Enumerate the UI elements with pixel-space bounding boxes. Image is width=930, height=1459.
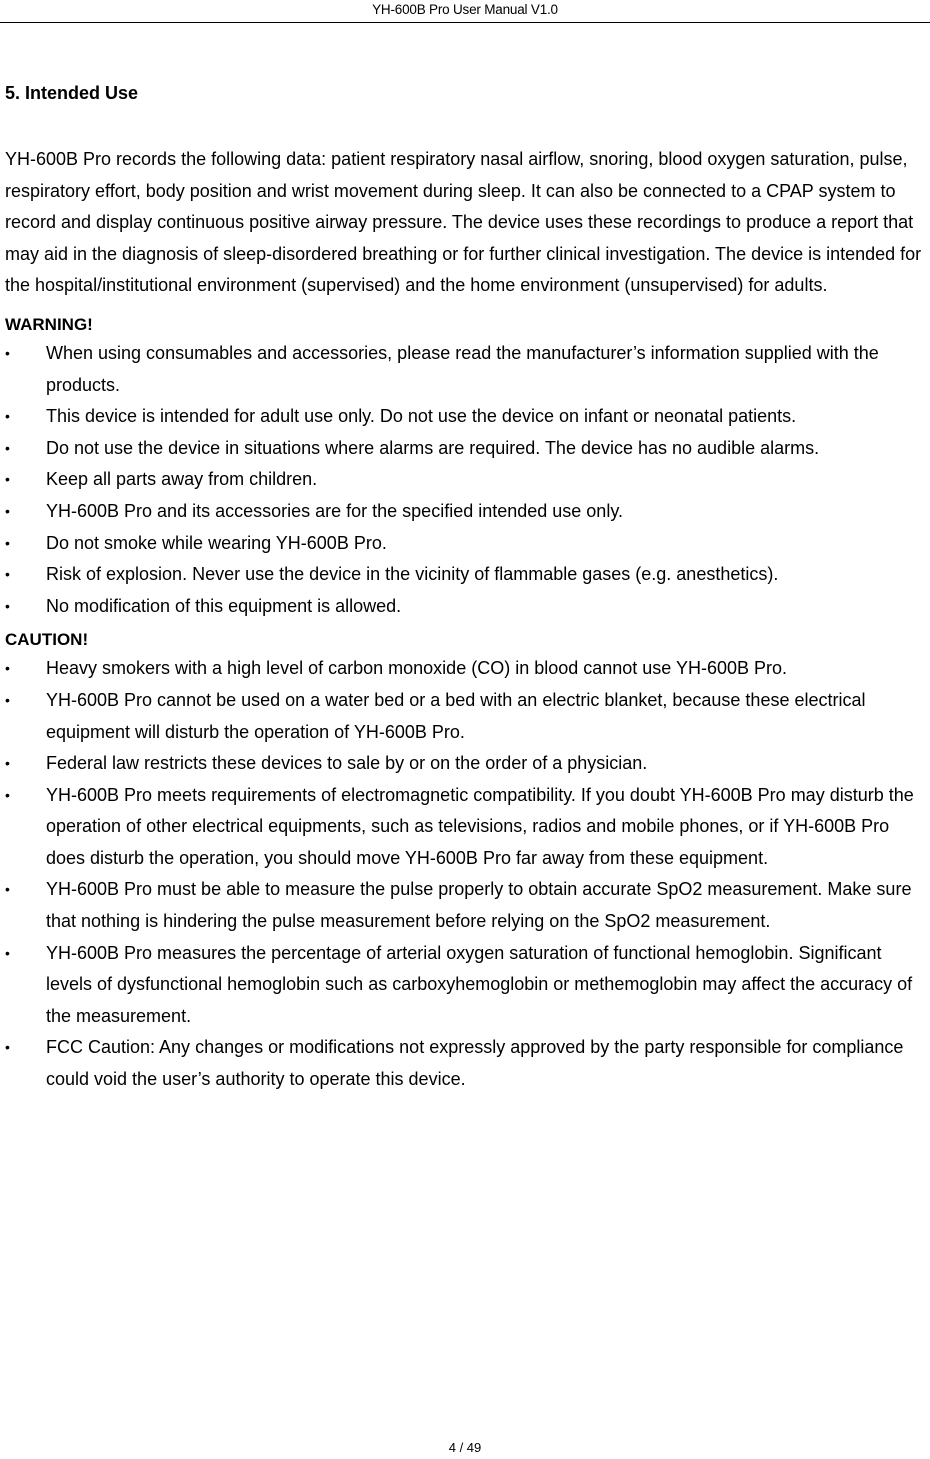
page-number: 4 / 49 [448,1440,482,1455]
bullet-icon: • [5,881,10,898]
bullet-icon: • [5,691,10,708]
bullet-icon: • [5,344,10,361]
list-item: • YH-600B Pro meets requirements of electromagnetic compatibility. If you doubt YH-600B Pro may disturb the operation of other electrical equipments, such as televisions, radios and mobile phones, or if YH-600B Pro does disturb the operation, you should move YH-600B Pro far away from these equipment. [5,780,928,875]
bullet-icon: • [5,660,10,677]
list-item: • Federal law restricts these devices to sale by or on the order of a physician. [5,748,928,780]
list-item: • YH-600B Pro and its accessories are for the specified intended use only. [5,496,928,528]
caution-list [5,653,928,1095]
bullet-icon: • [5,439,10,456]
intended-use-paragraph: YH-600B Pro records the following data: patient respiratory nasal airflow, snoring, blood oxygen saturation, pulse, respiratory effort, body position and wrist movement during sleep. It can also be connected to a CPAP system to record and display continuous positive airway pressure. The device uses these recordings to produce a report that may aid in the diagnosis of sleep-disordered breathing or for further clinical investigation. The device is intended for the hospital/institutional environment (supervised) and the home environment (unsupervised) for adults. [5,149,922,296]
page-content [5,78,928,1096]
bullet-icon: • [5,502,10,519]
list-item: • Risk of explosion. Never use the device in the vicinity of flammable gases (e.g. anesthetics). [5,559,928,591]
list-item: • YH-600B Pro cannot be used on a water bed or a bed with an electric blanket, because these electrical equipment will disturb the operation of YH-600B Pro. [5,685,928,748]
running-header [0,0,930,23]
bullet-icon: • [5,408,10,425]
list-item: • YH-600B Pro measures the percentage of arterial oxygen saturation of functional hemoglobin. Significant levels of dysfunctional hemoglobin such as carboxyhemoglobin or methemoglobin may affect the accuracy of the measurement. [5,938,928,1033]
bullet-icon: • [5,944,10,961]
bullet-icon: • [5,566,10,583]
list-item: • Do not use the device in situations where alarms are required. The device has no audible alarms. [5,433,928,465]
bullet-icon: • [5,597,10,614]
list-item: • No modification of this equipment is allowed. [5,591,928,623]
list-item: • FCC Caution: Any changes or modifications not expressly approved by the party responsible for compliance could void the user’s authority to operate this device. [5,1032,928,1095]
bullet-icon: • [5,471,10,488]
list-item: • YH-600B Pro must be able to measure the pulse properly to obtain accurate SpO2 measurement. Make sure that nothing is hindering the pulse measurement before relying on the SpO2 measurement. [5,874,928,937]
warning-heading: WARNING! [5,314,93,334]
list-item: • This device is intended for adult use only. Do not use the device on infant or neonatal patients. [5,401,928,433]
bullet-icon: • [5,534,10,551]
bullet-icon: • [5,755,10,772]
caution-heading: CAUTION! [5,630,89,650]
list-item: • When using consumables and accessories, please read the manufacturer’s information supplied with the products. [5,338,928,401]
list-item: • Heavy smokers with a high level of carbon monoxide (CO) in blood cannot use YH-600B Pro. [5,653,928,685]
manual-title: YH-600B Pro User Manual V1.0 [372,2,558,17]
list-item: • Do not smoke while wearing YH-600B Pro. [5,528,928,560]
bullet-icon: • [5,1039,10,1056]
bullet-icon: • [5,786,10,803]
warning-list [5,338,928,622]
section-title: 5. Intended Use [5,83,139,103]
list-item: • Keep all parts away from children. [5,464,928,496]
